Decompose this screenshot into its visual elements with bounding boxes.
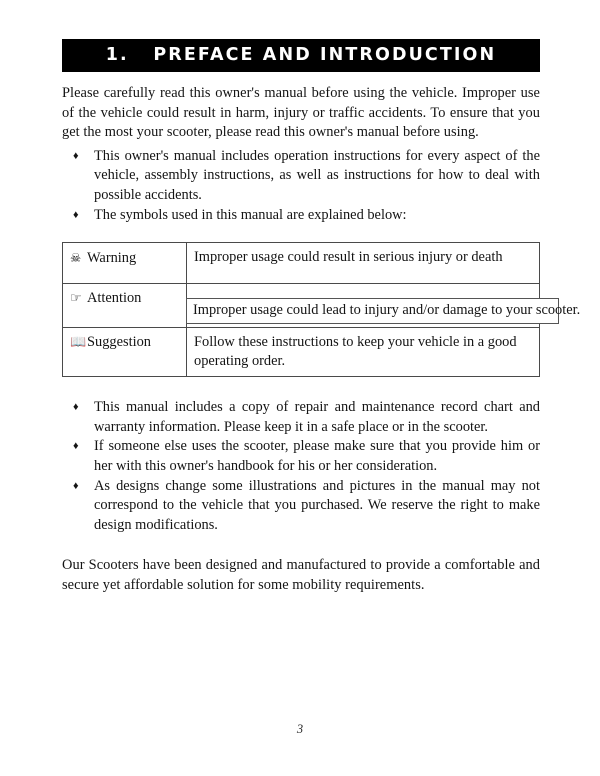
list-item-text: As designs change some illustrations and pictures in the manual may not correspond to the vehicle that you purchased. We reserve the right to make design modifications.	[94, 477, 540, 533]
document-body	[62, 84, 581, 596]
diamond-bullet-icon: ♦	[73, 440, 79, 453]
symbol-description: Improper usage could result in serious injury or death	[194, 249, 503, 266]
symbol-label-cell	[63, 284, 187, 328]
list-item-text: The symbols used in this manual are explained below:	[94, 206, 407, 223]
skull-warning-icon: ☠	[70, 250, 82, 266]
symbols-legend-table	[62, 242, 581, 377]
page-title: 1. PREFACE AND INTRODUCTION	[105, 44, 497, 65]
symbol-description-cell	[187, 328, 540, 377]
table-row	[63, 328, 540, 377]
symbol-description: Follow these instructions to keep your vehicle in a good operating order.	[194, 334, 517, 370]
nested-description-box	[186, 298, 581, 324]
bullet-list-top	[62, 147, 540, 225]
table-row	[63, 284, 540, 328]
list-item-text: This manual includes a copy of repair and maintenance record chart and warranty information. Please keep it in a safe place or in the scooter.	[94, 399, 540, 435]
symbol-name: Warning	[87, 250, 137, 267]
symbol-name: Attention	[87, 290, 142, 307]
list-item	[62, 398, 540, 437]
diamond-bullet-icon: ♦	[73, 401, 79, 414]
symbol-label-cell	[63, 328, 187, 377]
intro-paragraph: Please carefully read this owner's manual before using the vehicle. Improper use of the vehicle could result in harm, injury or traffic accidents. To ensure that you get the most your scooter, please read this owner's manual before using.	[62, 85, 540, 141]
page-number: 3	[296, 722, 304, 736]
pointing-hand-icon: ☞	[70, 291, 82, 307]
open-book-icon: 📖	[70, 335, 87, 351]
list-item	[62, 147, 540, 206]
bullet-list-bottom	[62, 398, 540, 535]
list-item-text: If someone else uses the scooter, please make sure that you provide him or her with this owner's handbook for his or her consideration.	[94, 438, 540, 474]
closing-paragraph: Our Scooters have been designed and manufactured to provide a comfortable and secure yet affordable solution for some mobility requirements.	[62, 557, 540, 593]
symbol-description-cell	[187, 243, 540, 284]
symbol-label-cell	[63, 243, 187, 284]
symbol-name: Suggestion	[87, 334, 151, 351]
symbol-description: Improper usage could lead to injury and/or damage to your scooter.	[193, 302, 581, 319]
list-item	[62, 206, 540, 226]
list-item	[62, 477, 540, 536]
list-item-text: This owner's manual includes operation instructions for every aspect of the vehicle, assembly instructions, as well as instructions for how to deal with possible accidents.	[94, 147, 540, 203]
diamond-bullet-icon: ♦	[73, 149, 79, 162]
diamond-bullet-icon: ♦	[73, 479, 79, 492]
chapter-title-bar	[62, 39, 540, 72]
list-item	[62, 437, 540, 476]
table-row	[63, 243, 540, 284]
diamond-bullet-icon: ♦	[73, 208, 79, 221]
symbol-description-cell	[187, 284, 581, 328]
